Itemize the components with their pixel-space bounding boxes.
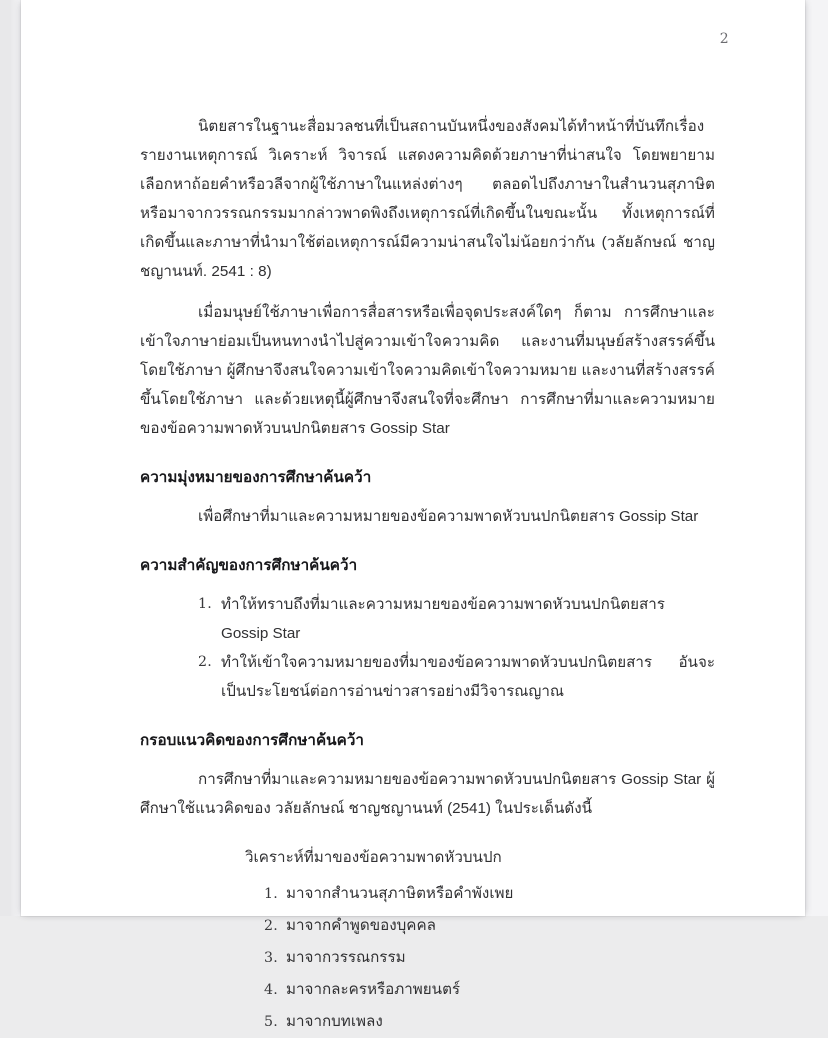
list-item-text: ทำให้เข้าใจความหมายของที่มาของข้อความพาดหัวบนปกนิตยสาร อันจะเป็นประโยชน์ต่อการอ่านข่าวสารอย่างมีวิจารณญาณ (221, 654, 715, 700)
list-item-text: มาจากละครหรือภาพยนตร์ (286, 981, 461, 998)
list-item-text: มาจากวรรณกรรม (286, 949, 406, 966)
section-heading-significance: ความสำคัญของการศึกษาค้นคว้า (140, 557, 358, 574)
list-item-text: มาจากบทเพลง (286, 1013, 383, 1030)
framework-sub-label: วิเคราะห์ที่มาของข้อความพาดหัวบนปก (245, 849, 502, 866)
body-paragraph-2: เมื่อมนุษย์ใช้ภาษาเพื่อการสื่อสารหรือเพื่อจุดประสงค์ใดๆ ก็ตาม การศึกษาและเข้าใจภาษาย่อมเป็นหนทางนำไปสู่ความเข้าใจความคิด และงานที่มนุษย์สร้างสรรค์ขึ้นโดยใช้ภาษา ผู้ศึกษาจึงสนใจความเข้าใจความคิดเข้าใจความหมาย และงานที่สร้างสรรค์ขึ้นโดยใช้ภาษา และด้วยเหตุนี้ผู้ศึกษาจึงสนใจที่จะศึกษา การศึกษาที่มาและความหมายของข้อความพาดหัวบนปกนิตยสาร Gossip Star (140, 304, 715, 437)
list-item (140, 974, 715, 1006)
list-item-text: มาจากสำนวนสุภาษิตหรือคำพังเพย (286, 885, 514, 902)
section-paragraph-objectives: เพื่อศึกษาที่มาและความหมายของข้อความพาดหัวบนปกนิตยสาร Gossip Star (198, 508, 699, 525)
list-item-text: มาจากคำพูดของบุคคล (286, 917, 436, 934)
list-item (140, 1006, 715, 1038)
list-item (140, 590, 715, 648)
list-marker: 3. (264, 950, 278, 966)
list-marker: 1. (264, 886, 278, 902)
document-page (21, 0, 805, 1030)
list-marker: 2. (198, 654, 212, 670)
framework-source-list (140, 878, 715, 1038)
page-content (140, 112, 715, 1038)
body-paragraph-1: นิตยสารในฐานะสื่อมวลชนที่เป็นสถานบันหนึ่งของสังคมได้ทำหน้าที่บันทึกเรื่อง รายงานเหตุการณ์ วิเคราะห์ วิจารณ์ แสดงความคิดด้วยภาษาที่น่าสนใจ โดยพยายามเลือกหาถ้อยคำหรือวลีจากผู้ใช้ภาษาในแหล่งต่างๆ ตลอดไปถึงภาษาในสำนวนสุภาษิตหรือมาจากวรรณกรรมมากล่าวพาดพิงถึงเหตุการณ์ที่เกิดขึ้นในขณะนั้น ทั้งเหตุการณ์ที่เกิดขึ้นและภาษาที่นำมาใช้ต่อเหตุการณ์มีความน่าสนใจไม่น้อยกว่ากัน (วลัยลักษณ์ ชาญชญานนท์. 2541 : 8) (140, 118, 715, 280)
list-marker: 2. (264, 918, 278, 934)
section-heading-framework: กรอบแนวคิดของการศึกษาค้นคว้า (140, 732, 364, 749)
list-item (140, 648, 715, 706)
significance-list (140, 590, 715, 706)
list-marker: 5. (264, 1014, 278, 1030)
list-item-text: ทำให้ทราบถึงที่มาและความหมายของข้อความพาดหัวบนปกนิตยสาร Gossip Star (221, 596, 665, 642)
list-marker: 1. (198, 596, 212, 612)
list-item (140, 942, 715, 974)
page-number: 2 (719, 31, 729, 47)
list-item (140, 878, 715, 910)
list-marker: 4. (264, 982, 278, 998)
section-paragraph-framework: การศึกษาที่มาและความหมายของข้อความพาดหัวบนปกนิตยสาร Gossip Star ผู้ศึกษาใช้แนวคิดของ วลัยลักษณ์ ชาญชญานนท์ (2541) ในประเด็นดังนี้ (140, 771, 715, 817)
section-heading-objectives: ความมุ่งหมายของการศึกษาค้นคว้า (140, 469, 372, 486)
list-item (140, 910, 715, 942)
